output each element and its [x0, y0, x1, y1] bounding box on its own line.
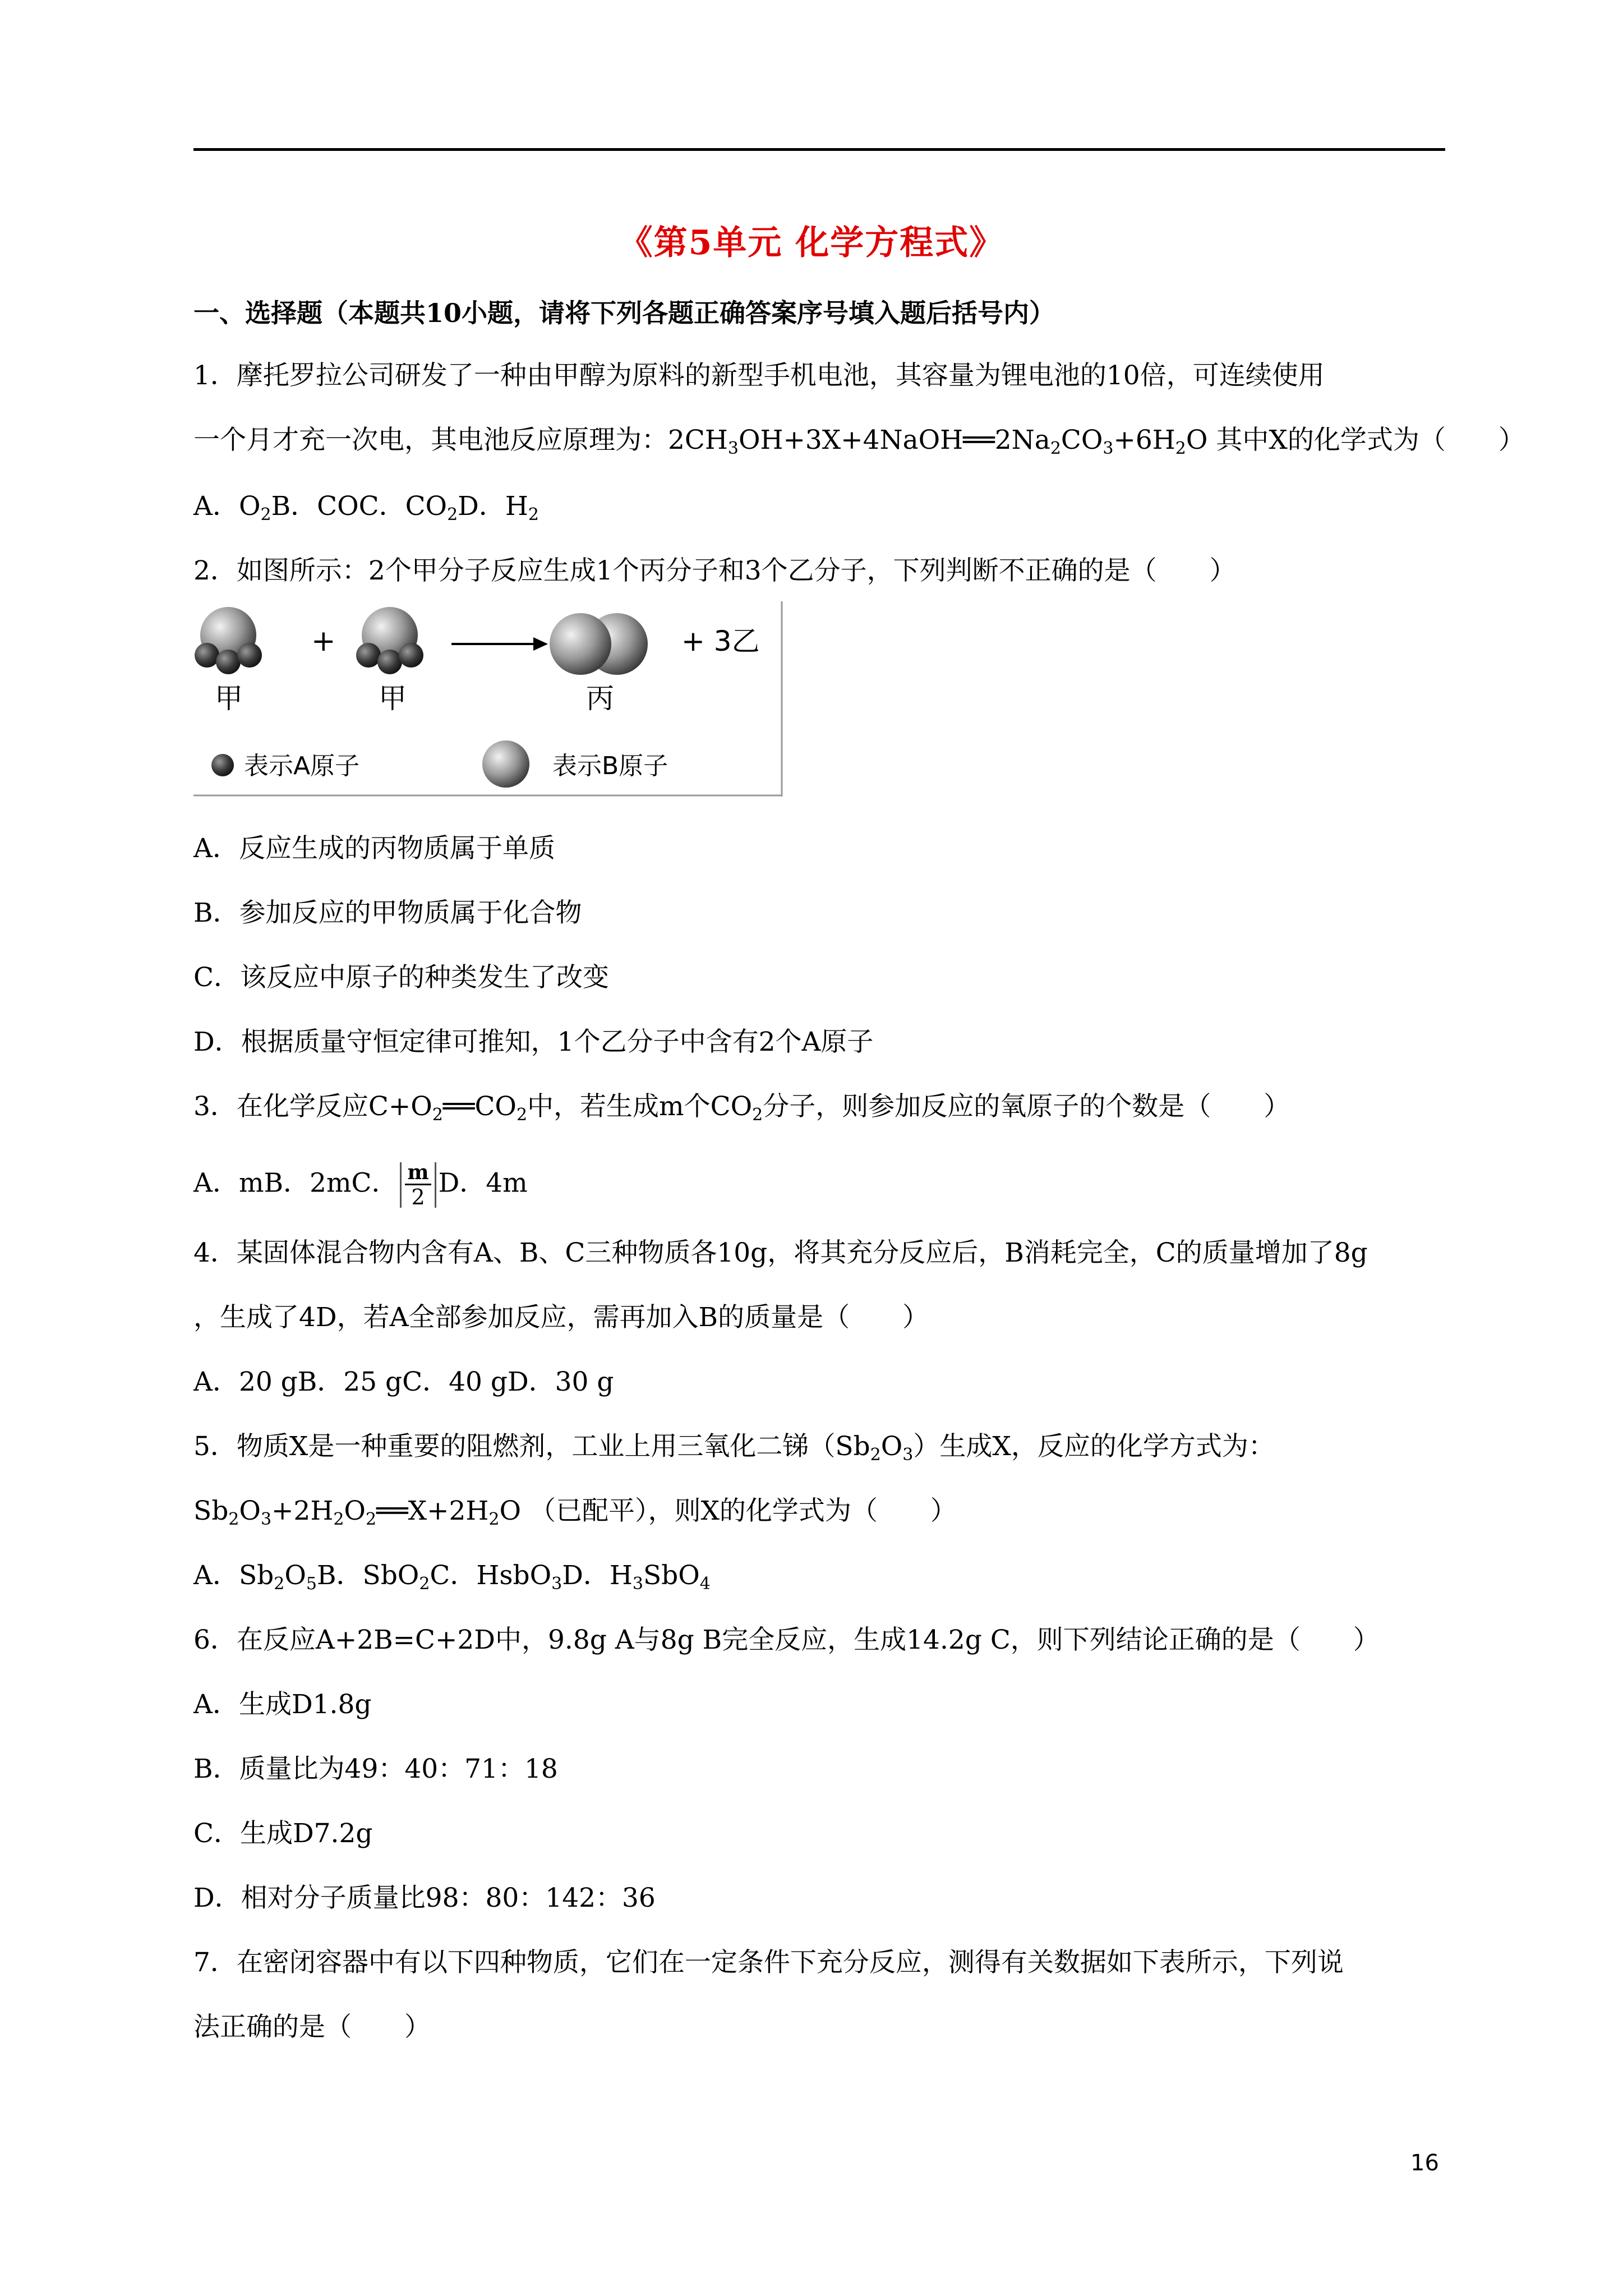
q6-stem: 6．在反应A+2B=C+2D中，9.8g A与8g B完全反应，生成14.2g C，则下列结论正确的是（ ） [193, 1625, 1380, 1655]
q6-option-d: D．相对分子质量比98：80：142：36 [193, 1883, 656, 1913]
reaction-arrow [451, 637, 548, 651]
q1-line1: 1．摩托罗拉公司研发了一种由甲醇为原料的新型手机电池，其容量为锂电池的10倍，可连续使用 [193, 360, 1325, 391]
q2-option-b: B．参加反应的甲物质属于化合物 [193, 898, 582, 928]
bing-molecule [550, 613, 648, 675]
q6-option-c: C．生成D7.2g [193, 1818, 373, 1849]
q1-line2 [193, 424, 1525, 457]
jia-label-2: 甲 [379, 682, 407, 715]
q3-stem: 3．在化学反应$C+O_2══CO_2$中，若生成m个$CO_2$分子，则参加反应的氧原子的个数是（ ） [193, 1091, 1290, 1125]
q3-fraction-numerator: m [405, 1162, 431, 1185]
jia-label-1: 甲 [215, 682, 243, 715]
q7-line1: 7．在密闭容器中有以下四种物质，它们在一定条件下充分反应，测得有关数据如下表所示，下列说 [193, 1947, 1344, 1978]
q3-options-ab: A．mB．2mC． [193, 1167, 398, 1199]
q3-option-d: D．4m [438, 1167, 528, 1199]
plus-sign-1: + [311, 624, 336, 658]
q5-line2-post: （已配平），则X的化学式为（ ） [521, 1496, 957, 1526]
jia-molecule-2 [356, 607, 423, 674]
q2-stem: 2．如图所示：2个甲分子反应生成1个丙分子和3个乙分子，下列判断不正确的是（ ） [193, 555, 1236, 586]
legend-a-label: 表示A原子 [244, 752, 360, 780]
q5-equation: $Sb_2O_3+2H_2O_2══X+2H_2O$ [193, 1496, 522, 1529]
q6-option-b: B．质量比为49：40：71：18 [193, 1754, 558, 1784]
q2-option-d: D．根据质量守恒定律可推知，1个乙分子中含有2个A原子 [193, 1027, 874, 1057]
atom-b-legend-icon [482, 740, 529, 788]
q1-equation: $2CH_3OH+3X+4NaOH══2Na_2CO_3+6H_2O$ [668, 425, 1208, 458]
page-title: 《第5单元 化学方程式》 [619, 223, 1004, 263]
q1-line2-pre: 一个月才充一次电，其电池反应原理为： [193, 425, 668, 455]
q3-fraction-denominator: 2 [411, 1185, 425, 1209]
q2-option-a: A．反应生成的丙物质属于单质 [193, 833, 555, 864]
q5-options: A．$Sb_2O_5B$．SbO$_2$C．HsbO$_3$D．$H_3SbO_4$ [193, 1560, 711, 1594]
q1-options: A．$O_2B$．COC．$CO_2D$．$H_2$ [193, 491, 539, 524]
q3-options [193, 1162, 528, 1208]
product-yi-label: + 3乙 [681, 625, 760, 657]
q5-line2 [193, 1494, 957, 1528]
q4-line1: 4．某固体混合物内含有A、B、C三种物质各10g，将其充分反应后，B消耗完全，C的质量增加了8g [193, 1237, 1368, 1268]
q6-option-a: A．生成D1.8g [193, 1689, 372, 1720]
page-number: 16 [1410, 2150, 1439, 2176]
header-rule [193, 148, 1445, 151]
q2-option-c: C．该反应中原子的种类发生了改变 [193, 962, 609, 993]
q5-line1: 5．物质X是一种重要的阻燃剂，工业上用三氧化二锑$(Sb_2O_3)$生成X，反应的化学方式为： [193, 1431, 1275, 1465]
atom-a-legend-icon [211, 754, 234, 776]
legend-b-label: 表示B原子 [552, 752, 668, 780]
section-heading: 一、选择题（本题共10小题，请将下列各题正确答案序号填入题后括号内） [193, 298, 1055, 328]
molecule-reaction-figure [193, 601, 788, 797]
bing-label: 丙 [586, 682, 614, 715]
q4-options: A．20 gB．25 gC．40 gD．30 g [193, 1366, 614, 1397]
q3-fraction [400, 1162, 436, 1208]
q4-line2: ，生成了4D，若A全部参加反应，需再加入B的质量是（ ） [193, 1302, 929, 1333]
jia-molecule-1 [195, 607, 262, 674]
q7-line2: 法正确的是（ ） [193, 2012, 431, 2042]
q1-line2-post: 其中X的化学式为（ ） [1207, 425, 1525, 455]
